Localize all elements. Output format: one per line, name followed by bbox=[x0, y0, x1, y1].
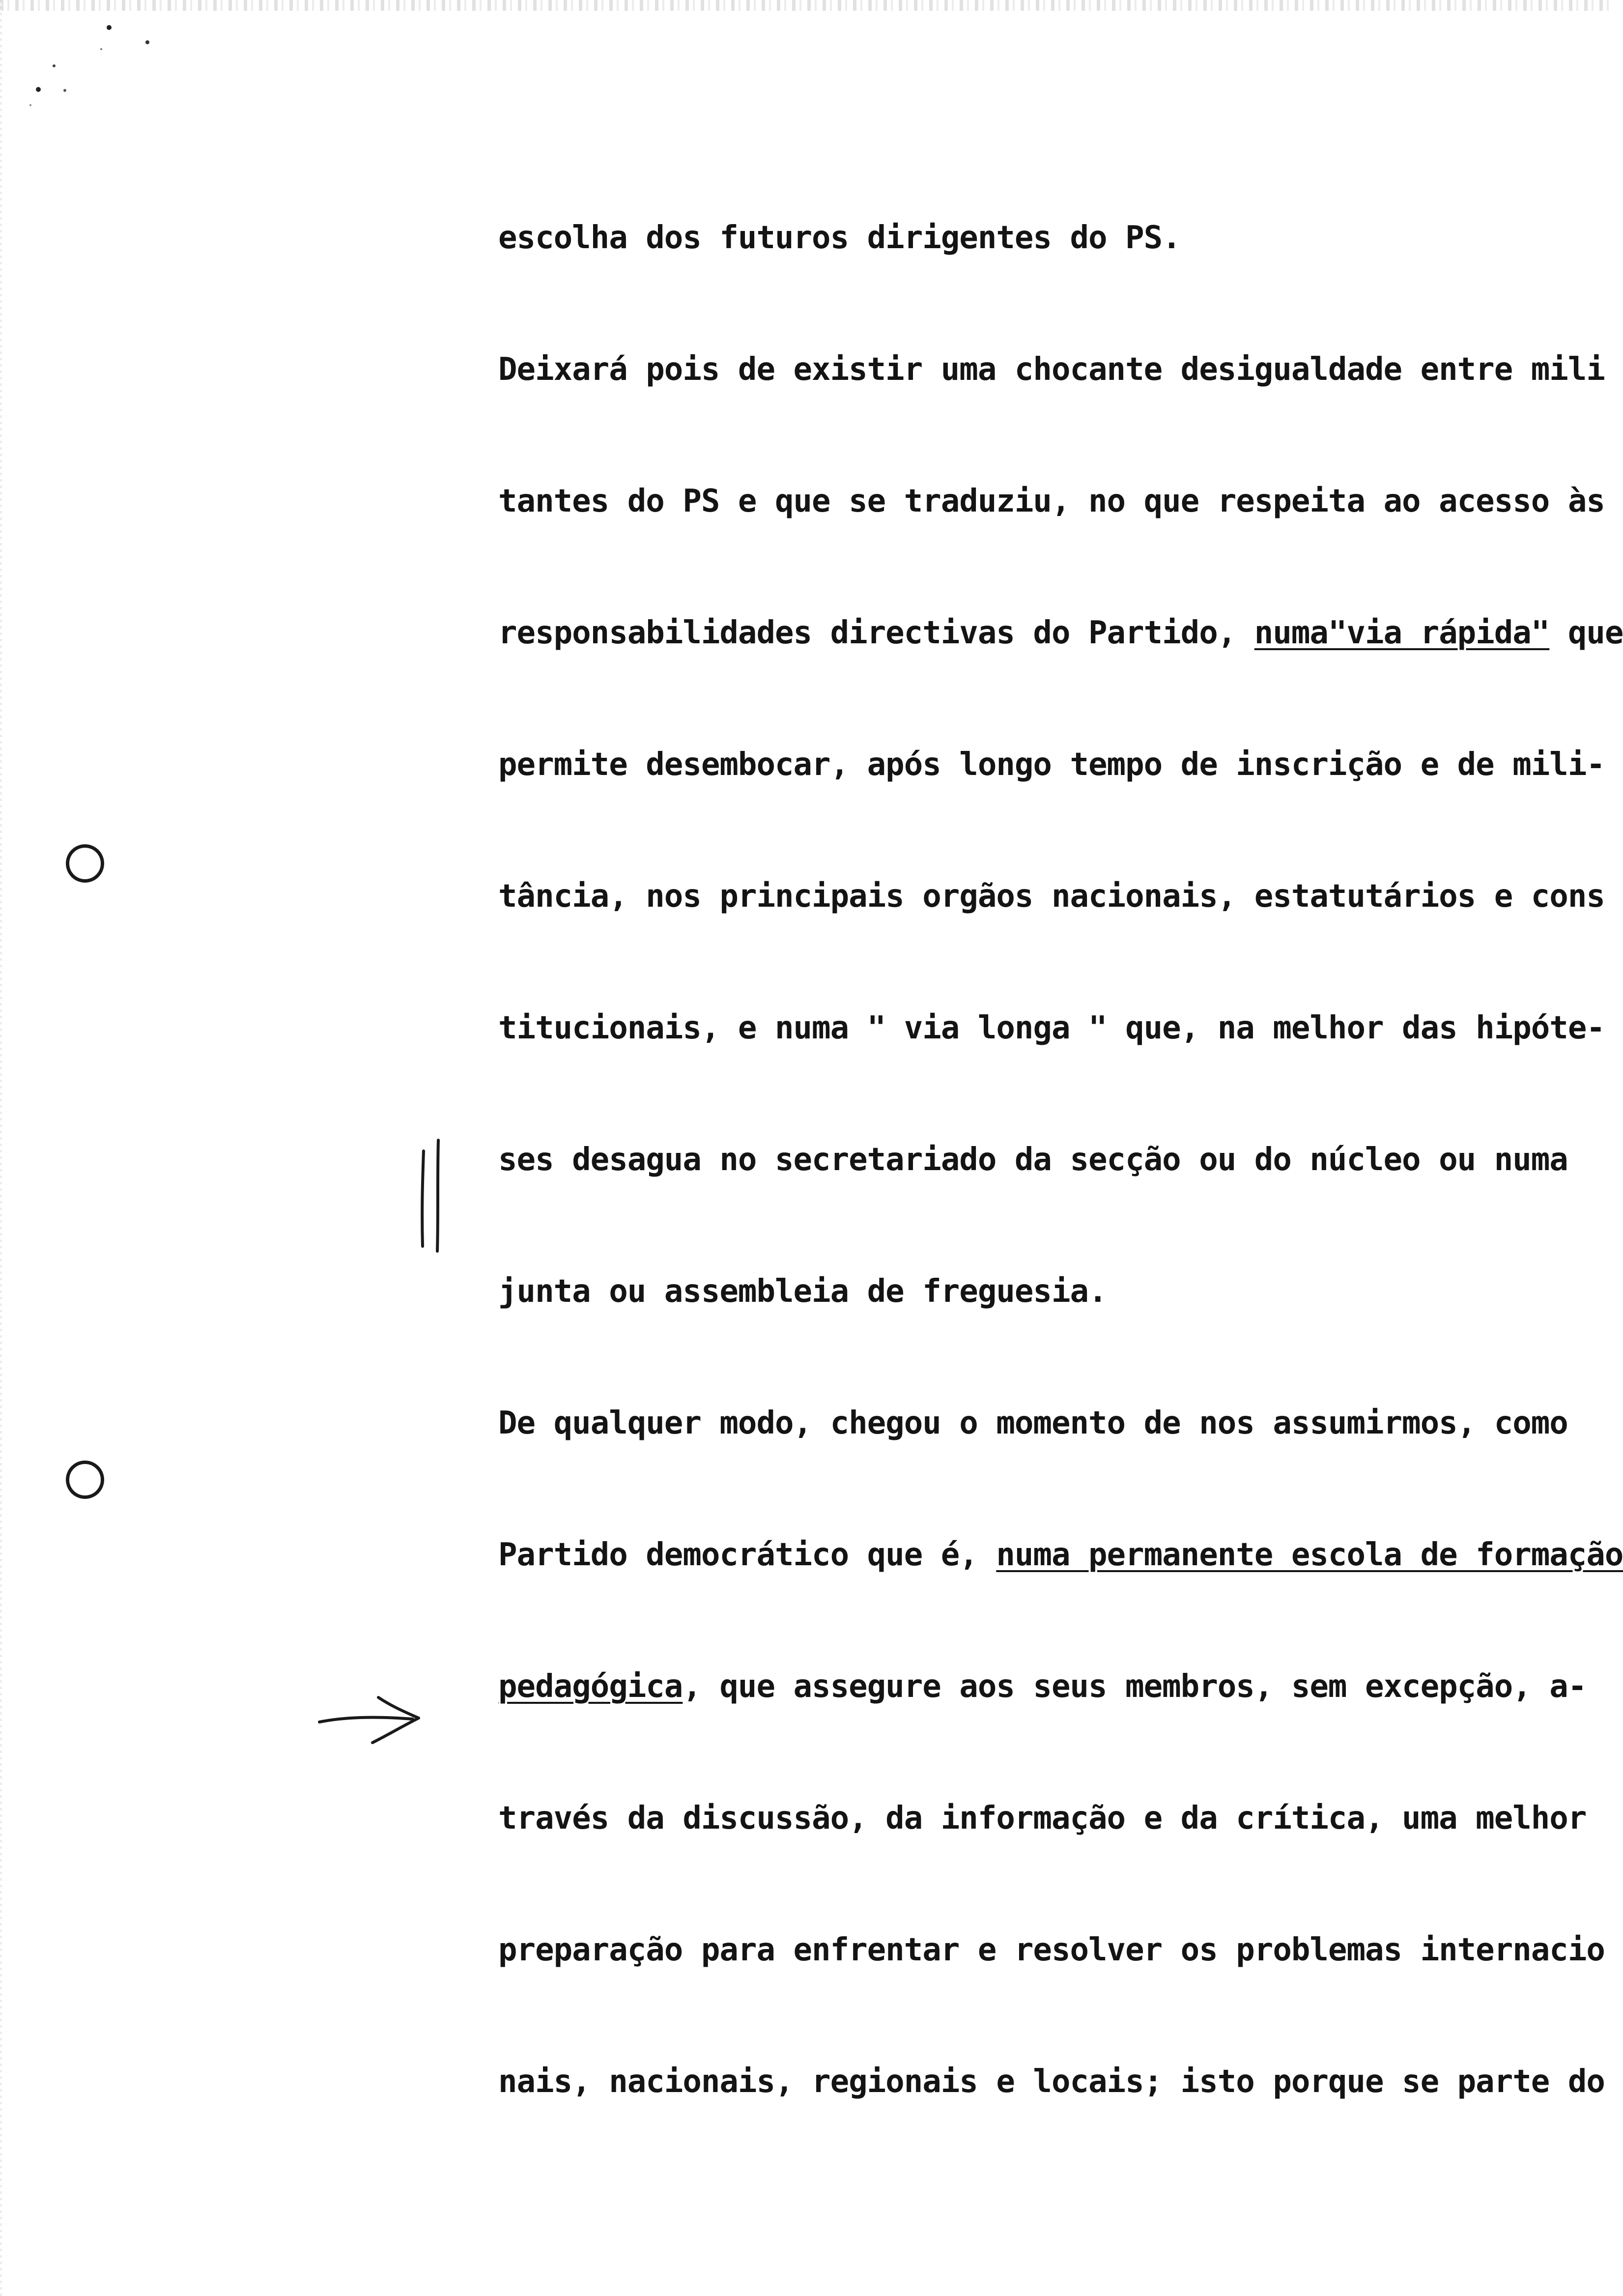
text-span: titucionais, e numa " via longa " que, na melhor das hipóte- bbox=[498, 1010, 1605, 1046]
text-span: tantes do PS e que se traduziu, no que respeita ao acesso às bbox=[498, 483, 1605, 519]
double-vertical-bar-icon bbox=[413, 1135, 457, 1263]
scan-specks bbox=[0, 0, 177, 128]
text-span: escolha dos futuros dirigentes do PS. bbox=[498, 220, 1181, 256]
text-span: preparação para enfrentar e resolver os problemas internacio bbox=[498, 1932, 1605, 1968]
text-line bbox=[498, 738, 1605, 870]
text-line bbox=[498, 1133, 1568, 1265]
text-line bbox=[498, 606, 1623, 738]
text-line bbox=[498, 1792, 1587, 1923]
punch-hole-upper bbox=[66, 844, 104, 883]
text-span: Deixará pois de existir uma chocante desigualdade entre mili bbox=[498, 351, 1605, 388]
text-line bbox=[498, 1528, 1623, 1660]
text-line bbox=[498, 343, 1605, 475]
text-span: que bbox=[1549, 615, 1623, 651]
text-span: través da discussão, da informação e da crítica, uma melhor bbox=[498, 1800, 1587, 1837]
text-span: Partido democrático que é, bbox=[498, 1537, 997, 1573]
text-span: nais, nacionais, regionais e locais; isto porque se parte do bbox=[498, 2064, 1605, 2100]
hand-drawn-arrow-icon bbox=[314, 1691, 427, 1750]
text-span: junta ou assembleia de freguesia. bbox=[498, 1273, 1107, 1310]
text-span: De qualquer modo, chegou o momento de nos assumirmos, como bbox=[498, 1405, 1568, 1441]
text-line bbox=[498, 2055, 1605, 2187]
underlined-phrase: numa permanente escola de formação bbox=[996, 1537, 1623, 1573]
text-line bbox=[498, 1923, 1605, 2055]
text-span: ses desagua no secretariado da secção ou do núcleo ou numa bbox=[498, 1142, 1568, 1178]
text-line bbox=[498, 1397, 1568, 1528]
underlined-phrase: numa"via rápida" bbox=[1254, 615, 1550, 651]
text-span: responsabilidades directivas do Partido, bbox=[498, 615, 1254, 651]
text-line bbox=[498, 475, 1605, 606]
scan-left-edge bbox=[0, 0, 2, 2296]
typed-text-body bbox=[498, 211, 1623, 2187]
text-line bbox=[498, 870, 1605, 1002]
text-line bbox=[498, 211, 1530, 343]
text-line bbox=[498, 1265, 1530, 1397]
text-span: tância, nos principais orgãos nacionais, estatutários e cons bbox=[498, 878, 1605, 915]
text-line bbox=[498, 1660, 1587, 1792]
text-line bbox=[498, 1002, 1605, 1133]
scan-top-edge bbox=[0, 0, 1612, 11]
underlined-phrase: pedagógica bbox=[498, 1668, 683, 1705]
punch-hole-lower bbox=[66, 1461, 104, 1499]
text-span: permite desembocar, após longo tempo de inscrição e de mili- bbox=[498, 746, 1605, 783]
text-span: , que assegure aos seus membros, sem excepção, a- bbox=[683, 1668, 1587, 1705]
